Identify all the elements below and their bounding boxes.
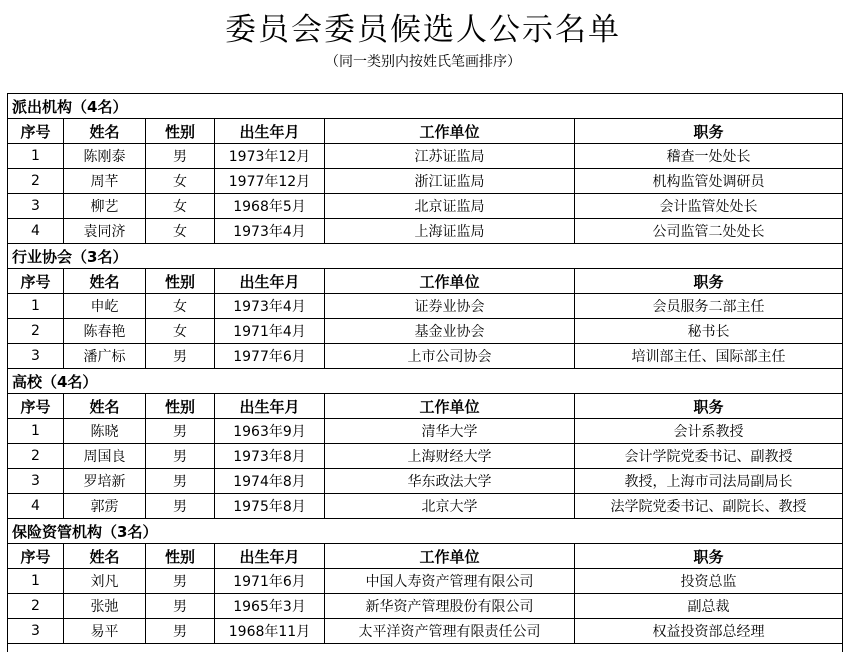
column-header: 姓名 [64,119,146,144]
column-header: 职务 [575,544,843,569]
column-header-row [8,269,843,294]
serial-cell: 2 [8,169,64,194]
section-heading: 保险资管机构（3名） [8,519,843,544]
column-header: 序号 [8,269,64,294]
name-cell: 郭雳 [64,494,146,519]
serial-cell: 2 [8,594,64,619]
table-row [8,569,843,594]
position-cell: 副总裁 [575,594,843,619]
gender-cell: 女 [146,169,215,194]
column-header: 工作单位 [325,544,575,569]
gender-cell: 女 [146,219,215,244]
column-header: 序号 [8,544,64,569]
column-header: 性别 [146,394,215,419]
position-cell: 稽查一处处长 [575,144,843,169]
employer-cell: 新华资产管理股份有限公司 [325,594,575,619]
birth-date-cell: 1973年4月 [215,219,325,244]
gender-cell: 男 [146,494,215,519]
position-cell: 会计系教授 [575,419,843,444]
serial-cell: 4 [8,219,64,244]
table-row [8,444,843,469]
name-cell: 易平 [64,619,146,644]
column-header: 姓名 [64,394,146,419]
birth-date-cell: 1973年8月 [215,444,325,469]
gender-cell: 男 [146,419,215,444]
column-header: 职务 [575,394,843,419]
table-row [8,344,843,369]
employer-cell: 清华大学 [325,419,575,444]
section-heading-row [8,369,843,394]
gender-cell: 男 [146,569,215,594]
name-cell: 陈春艳 [64,319,146,344]
employer-cell: 浙江证监局 [325,169,575,194]
serial-cell: 3 [8,194,64,219]
name-cell: 潘广标 [64,344,146,369]
gender-cell: 女 [146,319,215,344]
birth-date-cell: 1974年8月 [215,469,325,494]
serial-cell: 2 [8,444,64,469]
gender-cell: 男 [146,594,215,619]
column-header: 出生年月 [215,394,325,419]
employer-cell: 上市公司协会 [325,344,575,369]
birth-date-cell: 1968年11月 [215,619,325,644]
employer-cell: 上海财经大学 [325,444,575,469]
birth-date-cell: 1977年6月 [215,344,325,369]
column-header: 职务 [575,269,843,294]
section-heading-row [8,244,843,269]
section-heading: 高校（4名） [8,369,843,394]
column-header: 出生年月 [215,269,325,294]
serial-cell: 2 [8,319,64,344]
name-cell: 周国良 [64,444,146,469]
birth-date-cell: 1963年9月 [215,419,325,444]
cut-off-row [8,644,843,652]
table-row [8,144,843,169]
table-row [8,294,843,319]
gender-cell: 男 [146,344,215,369]
serial-cell: 3 [8,469,64,494]
position-cell: 公司监管二处处长 [575,219,843,244]
position-cell: 机构监管处调研员 [575,169,843,194]
column-header: 序号 [8,394,64,419]
gender-cell: 男 [146,619,215,644]
position-cell: 教授，上海市司法局副局长 [575,469,843,494]
position-cell: 会计监管处处长 [575,194,843,219]
page-title: 委员会委员候选人公示名单 [0,4,846,49]
column-header: 工作单位 [325,119,575,144]
column-header: 出生年月 [215,119,325,144]
birth-date-cell: 1968年5月 [215,194,325,219]
position-cell: 权益投资部总经理 [575,619,843,644]
column-header: 性别 [146,119,215,144]
column-header: 工作单位 [325,394,575,419]
position-cell: 会计学院党委书记、副教授 [575,444,843,469]
section-heading-row [8,519,843,544]
position-cell: 会员服务二部主任 [575,294,843,319]
employer-cell: 中国人寿资产管理有限公司 [325,569,575,594]
column-header-row [8,394,843,419]
column-header: 姓名 [64,544,146,569]
table-row [8,419,843,444]
name-cell: 申屹 [64,294,146,319]
gender-cell: 男 [146,469,215,494]
employer-cell: 江苏证监局 [325,144,575,169]
position-cell: 秘书长 [575,319,843,344]
name-cell: 袁同济 [64,219,146,244]
birth-date-cell: 1975年8月 [215,494,325,519]
table-row [8,219,843,244]
cut-off-cell [8,644,843,652]
position-cell: 投资总监 [575,569,843,594]
name-cell: 刘凡 [64,569,146,594]
birth-date-cell: 1973年12月 [215,144,325,169]
employer-cell: 基金业协会 [325,319,575,344]
name-cell: 罗培新 [64,469,146,494]
position-cell: 法学院党委书记、副院长、教授 [575,494,843,519]
employer-cell: 北京证监局 [325,194,575,219]
position-cell: 培训部主任、国际部主任 [575,344,843,369]
section-heading: 派出机构（4名） [8,94,843,119]
table-row [8,594,843,619]
candidate-table [7,93,843,652]
column-header-row [8,544,843,569]
birth-date-cell: 1971年4月 [215,319,325,344]
serial-cell: 3 [8,344,64,369]
gender-cell: 男 [146,444,215,469]
section-heading: 行业协会（3名） [8,244,843,269]
table-row [8,169,843,194]
column-header: 职务 [575,119,843,144]
column-header: 工作单位 [325,269,575,294]
serial-cell: 3 [8,619,64,644]
employer-cell: 北京大学 [325,494,575,519]
birth-date-cell: 1971年6月 [215,569,325,594]
table-row [8,619,843,644]
serial-cell: 1 [8,419,64,444]
serial-cell: 1 [8,569,64,594]
birth-date-cell: 1973年4月 [215,294,325,319]
employer-cell: 华东政法大学 [325,469,575,494]
employer-cell: 证券业协会 [325,294,575,319]
table-row [8,494,843,519]
birth-date-cell: 1965年3月 [215,594,325,619]
serial-cell: 4 [8,494,64,519]
name-cell: 陈晓 [64,419,146,444]
column-header-row [8,119,843,144]
table-row [8,194,843,219]
page-subtitle: （同一类别内按姓氏笔画排序） [0,51,846,71]
column-header: 出生年月 [215,544,325,569]
column-header: 序号 [8,119,64,144]
name-cell: 张弛 [64,594,146,619]
employer-cell: 上海证监局 [325,219,575,244]
name-cell: 陈刚泰 [64,144,146,169]
gender-cell: 女 [146,194,215,219]
table-row [8,319,843,344]
section-heading-row [8,94,843,119]
name-cell: 柳艺 [64,194,146,219]
column-header: 性别 [146,544,215,569]
column-header: 姓名 [64,269,146,294]
birth-date-cell: 1977年12月 [215,169,325,194]
employer-cell: 太平洋资产管理有限责任公司 [325,619,575,644]
column-header: 性别 [146,269,215,294]
gender-cell: 女 [146,294,215,319]
gender-cell: 男 [146,144,215,169]
table-row [8,469,843,494]
serial-cell: 1 [8,294,64,319]
name-cell: 周芊 [64,169,146,194]
serial-cell: 1 [8,144,64,169]
